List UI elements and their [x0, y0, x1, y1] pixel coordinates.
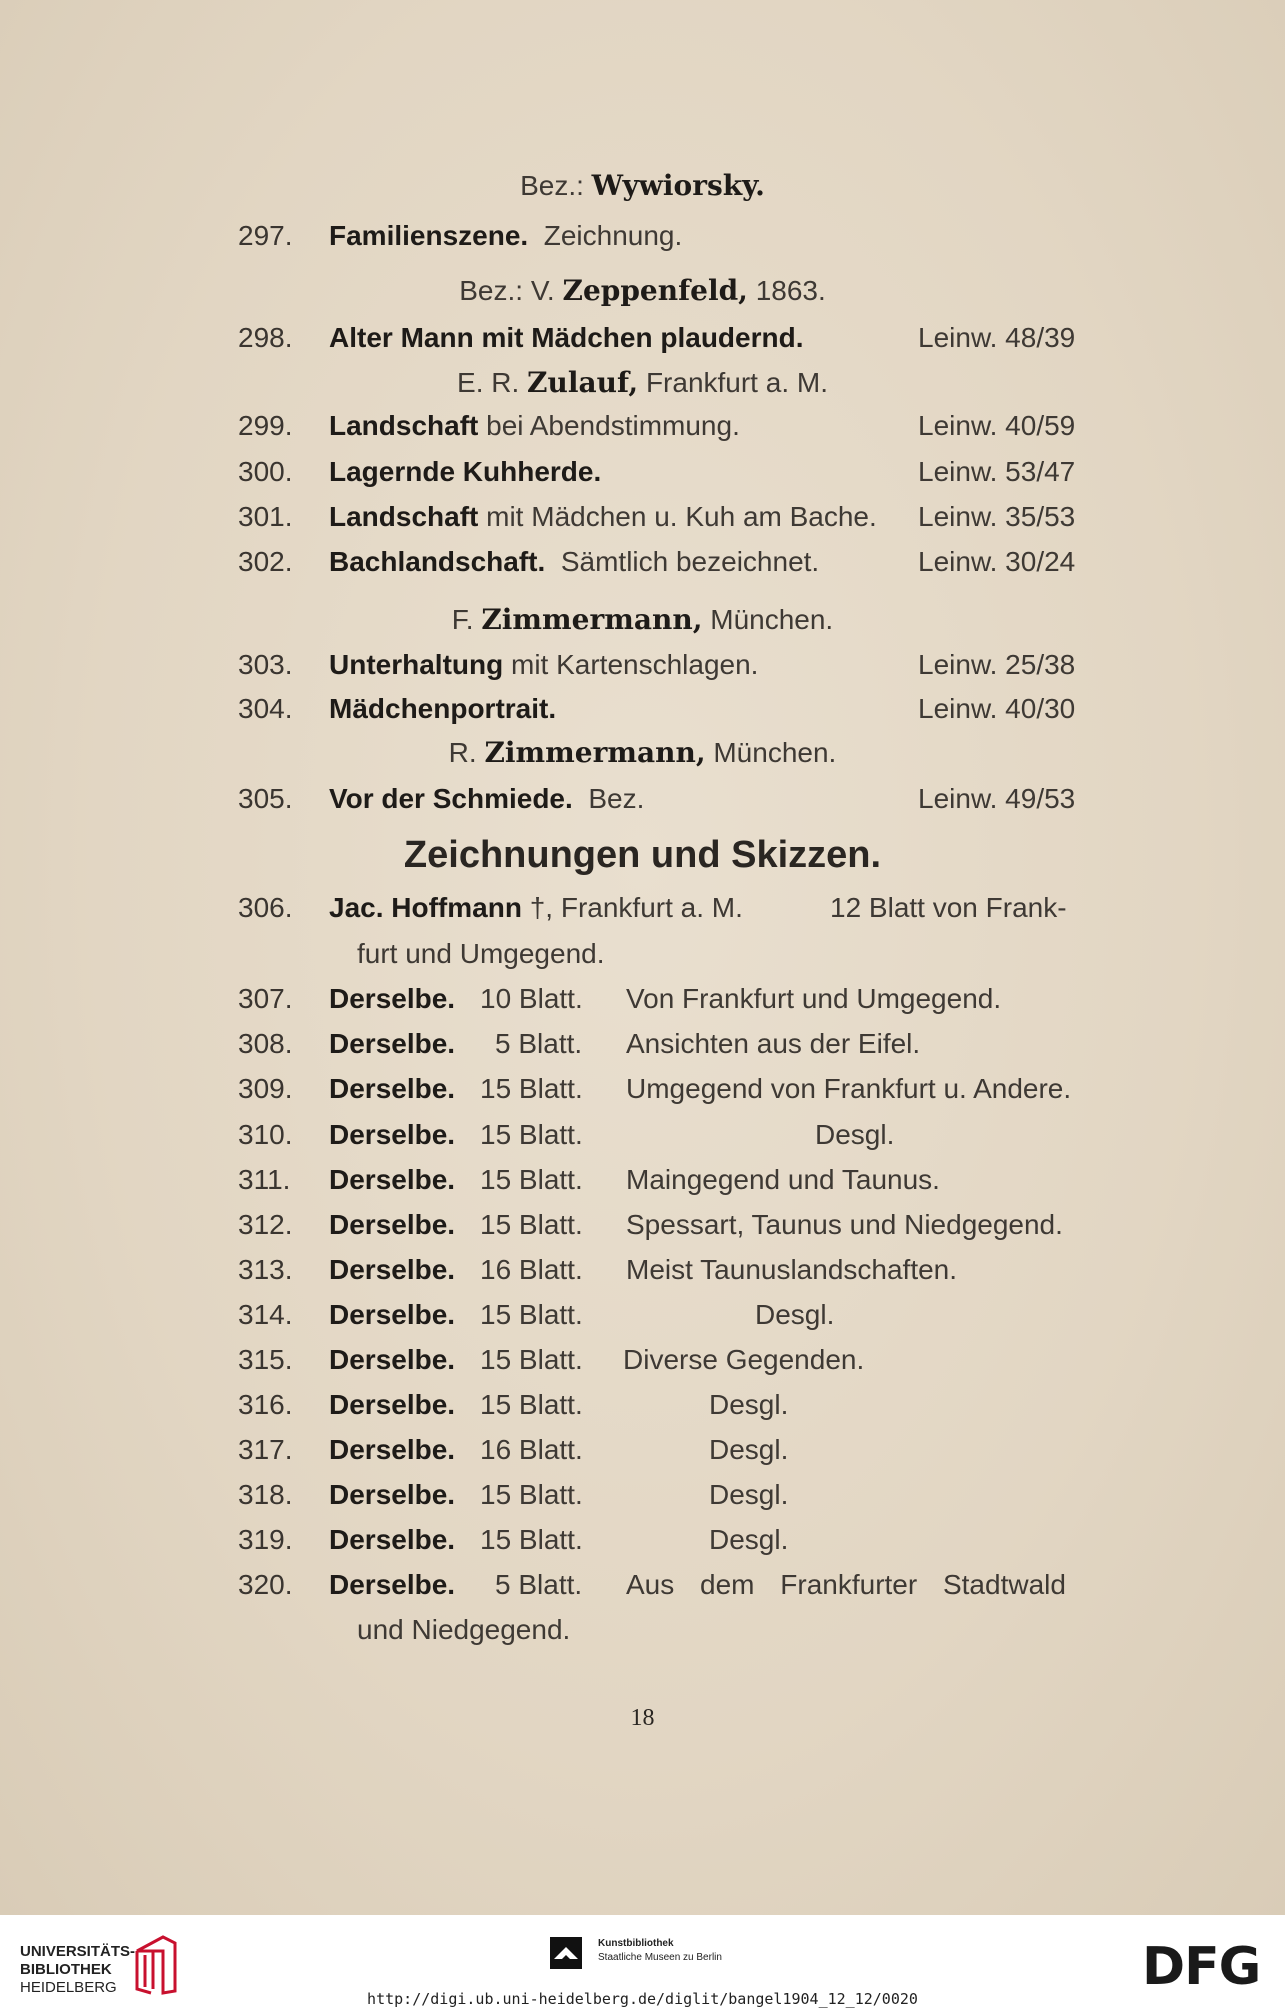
entry-sheets: 5 Blatt.	[495, 1569, 583, 1600]
entry-dimensions: Leinw. 40/30	[918, 693, 1076, 724]
artist-suffix: München.	[713, 737, 837, 768]
entry-number: 301.	[238, 501, 293, 532]
artist-header-wywiorsky	[0, 166, 1285, 206]
entry-continuation: furt und Umgegend.	[357, 938, 605, 969]
catalog-entry-317	[0, 1430, 1285, 1470]
entry-title: Unterhaltung	[329, 649, 504, 680]
entry-sheets: 15 Blatt.	[480, 1479, 583, 1510]
kb-line-2: Staatliche Museen zu Berlin	[598, 1952, 722, 1963]
ub-line-1: UNIVERSITÄTS-	[20, 1943, 136, 1960]
entry-number: 303.	[238, 649, 293, 680]
catalog-entry-316	[0, 1385, 1285, 1425]
catalog-entry-306-continued	[0, 934, 1285, 974]
catalog-entry-308	[0, 1024, 1285, 1064]
digitization-footer	[0, 1915, 1285, 2012]
entry-sheets: 15 Blatt.	[480, 1344, 583, 1375]
entry-sheets: 15 Blatt.	[480, 1209, 583, 1240]
kb-line-1: Kunstbibliothek	[598, 1938, 674, 1949]
catalog-entry-300	[0, 452, 1285, 492]
entry-note: Bez.	[588, 783, 645, 814]
kunstbibliothek-logo-text	[598, 1937, 722, 1965]
catalog-entry-299	[0, 406, 1285, 446]
entry-title: Familienszene.	[329, 220, 529, 251]
entry-title: Mädchenportrait.	[329, 693, 557, 724]
entry-description: Aus dem Frankfurter Stadtwald	[626, 1569, 1066, 1600]
section-heading: Zeichnungen und Skizzen.	[403, 834, 882, 876]
entry-sheets: 10 Blatt.	[480, 983, 583, 1014]
catalog-entry-307	[0, 979, 1285, 1019]
entry-note: mit Kartenschlagen.	[511, 649, 759, 680]
entry-title: Derselbe.	[329, 1344, 456, 1375]
artist-name: Wywiorsky.	[591, 169, 765, 202]
entry-note: bei Abendstimmung.	[486, 410, 740, 441]
catalog-entry-305	[0, 779, 1285, 819]
permalink-url[interactable]: http://digi.ub.uni-heidelberg.de/diglit/bangel1904_12_12/0020	[367, 1990, 918, 2008]
entry-number: 314.	[238, 1299, 293, 1330]
entry-title: Derselbe.	[329, 1299, 456, 1330]
entry-note: †, Frankfurt a. M.	[529, 892, 743, 923]
entry-title: Derselbe.	[329, 983, 456, 1014]
catalog-entry-309	[0, 1069, 1285, 1109]
ub-heidelberg-logo-icon	[133, 1933, 179, 1995]
entry-number: 312.	[238, 1209, 293, 1240]
artist-name: Zimmermann,	[484, 736, 706, 769]
ub-line-2: BIBLIOTHEK	[20, 1961, 112, 1978]
entry-sheets: 16 Blatt.	[480, 1254, 583, 1285]
ub-line-3: HEIDELBERG	[20, 1979, 117, 1996]
entry-dimensions: Leinw. 35/53	[918, 501, 1076, 532]
artist-header-f-zimmermann	[0, 600, 1285, 640]
entry-dimensions: Leinw. 30/24	[918, 546, 1076, 577]
entry-title: Derselbe.	[329, 1073, 456, 1104]
entry-title: Bachlandschaft.	[329, 546, 546, 577]
catalog-entry-298	[0, 318, 1285, 358]
catalog-entry-315	[0, 1340, 1285, 1380]
entry-continuation: und Niedgegend.	[357, 1614, 571, 1645]
entry-title: Alter Mann mit Mädchen plaudernd.	[329, 322, 804, 353]
entry-description: Desgl.	[815, 1119, 895, 1150]
catalog-entry-314	[0, 1295, 1285, 1335]
entry-description: Umgegend von Frankfurt u. Andere.	[626, 1073, 1072, 1104]
dfg-logo: DFG	[1142, 1937, 1261, 1997]
entry-description: Von Frankfurt und Umgegend.	[626, 983, 1002, 1014]
entry-title: Derselbe.	[329, 1479, 456, 1510]
entry-description: Diverse Gegenden.	[623, 1344, 865, 1375]
artist-header-zulauf	[0, 363, 1285, 403]
catalog-entry-320	[0, 1565, 1285, 1605]
entry-title: Derselbe.	[329, 1389, 456, 1420]
catalog-entry-312	[0, 1205, 1285, 1245]
entry-description: Meist Taunuslandschaften.	[626, 1254, 958, 1285]
entry-number: 309.	[238, 1073, 293, 1104]
catalog-entry-310	[0, 1115, 1285, 1155]
entry-description: Desgl.	[709, 1524, 789, 1555]
entry-dimensions: Leinw. 40/59	[918, 410, 1076, 441]
catalog-entry-306	[0, 888, 1285, 928]
entry-sheets: 5 Blatt.	[495, 1028, 583, 1059]
entry-description: Desgl.	[709, 1479, 789, 1510]
artist-prefix: Bez.: V.	[459, 275, 555, 306]
entry-title: Vor der Schmiede.	[329, 783, 573, 814]
entry-title: Derselbe.	[329, 1164, 456, 1195]
artist-suffix: München.	[710, 604, 834, 635]
entry-description: Desgl.	[755, 1299, 835, 1330]
catalog-entry-303	[0, 645, 1285, 685]
entry-number: 316.	[238, 1389, 293, 1420]
entry-description: Desgl.	[709, 1389, 789, 1420]
entry-number: 300.	[238, 456, 293, 487]
entry-note: mit Mädchen u. Kuh am Bache.	[486, 501, 877, 532]
entry-number: 307.	[238, 983, 293, 1014]
entry-title: Derselbe.	[329, 1028, 456, 1059]
entry-sheets: 16 Blatt.	[480, 1434, 583, 1465]
artist-prefix: Bez.:	[520, 170, 584, 201]
entry-sheets: 15 Blatt.	[480, 1119, 583, 1150]
artist-prefix: F.	[451, 604, 474, 635]
entry-title: Landschaft	[329, 410, 479, 441]
entry-title: Derselbe.	[329, 1254, 456, 1285]
entry-title: Derselbe.	[329, 1119, 456, 1150]
artist-suffix: 1863.	[755, 275, 826, 306]
catalog-entry-313	[0, 1250, 1285, 1290]
entry-number: 305.	[238, 783, 293, 814]
entry-number: 299.	[238, 410, 293, 441]
entry-title: Derselbe.	[329, 1569, 456, 1600]
artist-name: Zimmermann,	[481, 603, 703, 636]
entry-dimensions: Leinw. 49/53	[918, 783, 1076, 814]
entry-sheets: 15 Blatt.	[480, 1164, 583, 1195]
entry-title: Derselbe.	[329, 1209, 456, 1240]
entry-title: Landschaft	[329, 501, 479, 532]
entry-dimensions: Leinw. 25/38	[918, 649, 1076, 680]
entry-number: 306.	[238, 892, 293, 923]
artist-suffix: Frankfurt a. M.	[645, 367, 828, 398]
catalog-entry-311	[0, 1160, 1285, 1200]
entry-sheets: 15 Blatt.	[480, 1524, 583, 1555]
entry-title: Derselbe.	[329, 1524, 456, 1555]
entry-description: Desgl.	[709, 1434, 789, 1465]
entry-description: Maingegend und Taunus.	[626, 1164, 940, 1195]
entry-number: 318.	[238, 1479, 293, 1510]
entry-sheets: 15 Blatt.	[480, 1073, 583, 1104]
entry-number: 320.	[238, 1569, 293, 1600]
catalog-entry-297	[0, 216, 1285, 256]
entry-number: 310.	[238, 1119, 293, 1150]
entry-note: Zeichnung.	[543, 220, 683, 251]
entry-description: Spessart, Taunus und Niedgegend.	[626, 1209, 1063, 1240]
entry-note: Sämtlich bezeichnet.	[560, 546, 820, 577]
artist-name: Zulauf,	[527, 366, 639, 399]
entry-number: 313.	[238, 1254, 293, 1285]
catalog-entry-320-continued	[0, 1610, 1285, 1650]
entry-sheets: 15 Blatt.	[480, 1299, 583, 1330]
kunstbibliothek-logo-icon	[550, 1937, 582, 1969]
artist-prefix: E. R.	[457, 367, 520, 398]
artist-header-zeppenfeld	[0, 271, 1285, 311]
page-number: 18	[630, 1705, 655, 1731]
catalog-entry-319	[0, 1520, 1285, 1560]
catalog-entry-302	[0, 542, 1285, 582]
entry-number: 302.	[238, 546, 293, 577]
entry-number: 315.	[238, 1344, 293, 1375]
artist-header-r-zimmermann	[0, 733, 1285, 773]
entry-dimensions: Leinw. 53/47	[918, 456, 1076, 487]
entry-number: 317.	[238, 1434, 293, 1465]
catalog-entry-304	[0, 689, 1285, 729]
ub-heidelberg-logo-text	[20, 1943, 135, 1997]
entry-dimensions: Leinw. 48/39	[918, 322, 1076, 353]
entry-number: 298.	[238, 322, 293, 353]
entry-number: 304.	[238, 693, 293, 724]
entry-number: 311.	[238, 1164, 291, 1195]
artist-prefix: R.	[448, 737, 477, 768]
entry-number: 319.	[238, 1524, 293, 1555]
entry-number: 297.	[238, 220, 293, 251]
entry-number: 308.	[238, 1028, 293, 1059]
entry-sheets: 15 Blatt.	[480, 1389, 583, 1420]
artist-name: Zeppenfeld,	[562, 274, 748, 307]
entry-title: Lagernde Kuhherde.	[329, 456, 602, 487]
entry-title: Jac. Hoffmann	[329, 892, 522, 923]
entry-description: 12 Blatt von Frank-	[830, 892, 1067, 923]
entry-description: Ansichten aus der Eifel.	[626, 1028, 921, 1059]
catalog-entry-318	[0, 1475, 1285, 1515]
entry-title: Derselbe.	[329, 1434, 456, 1465]
catalog-entry-301	[0, 497, 1285, 537]
